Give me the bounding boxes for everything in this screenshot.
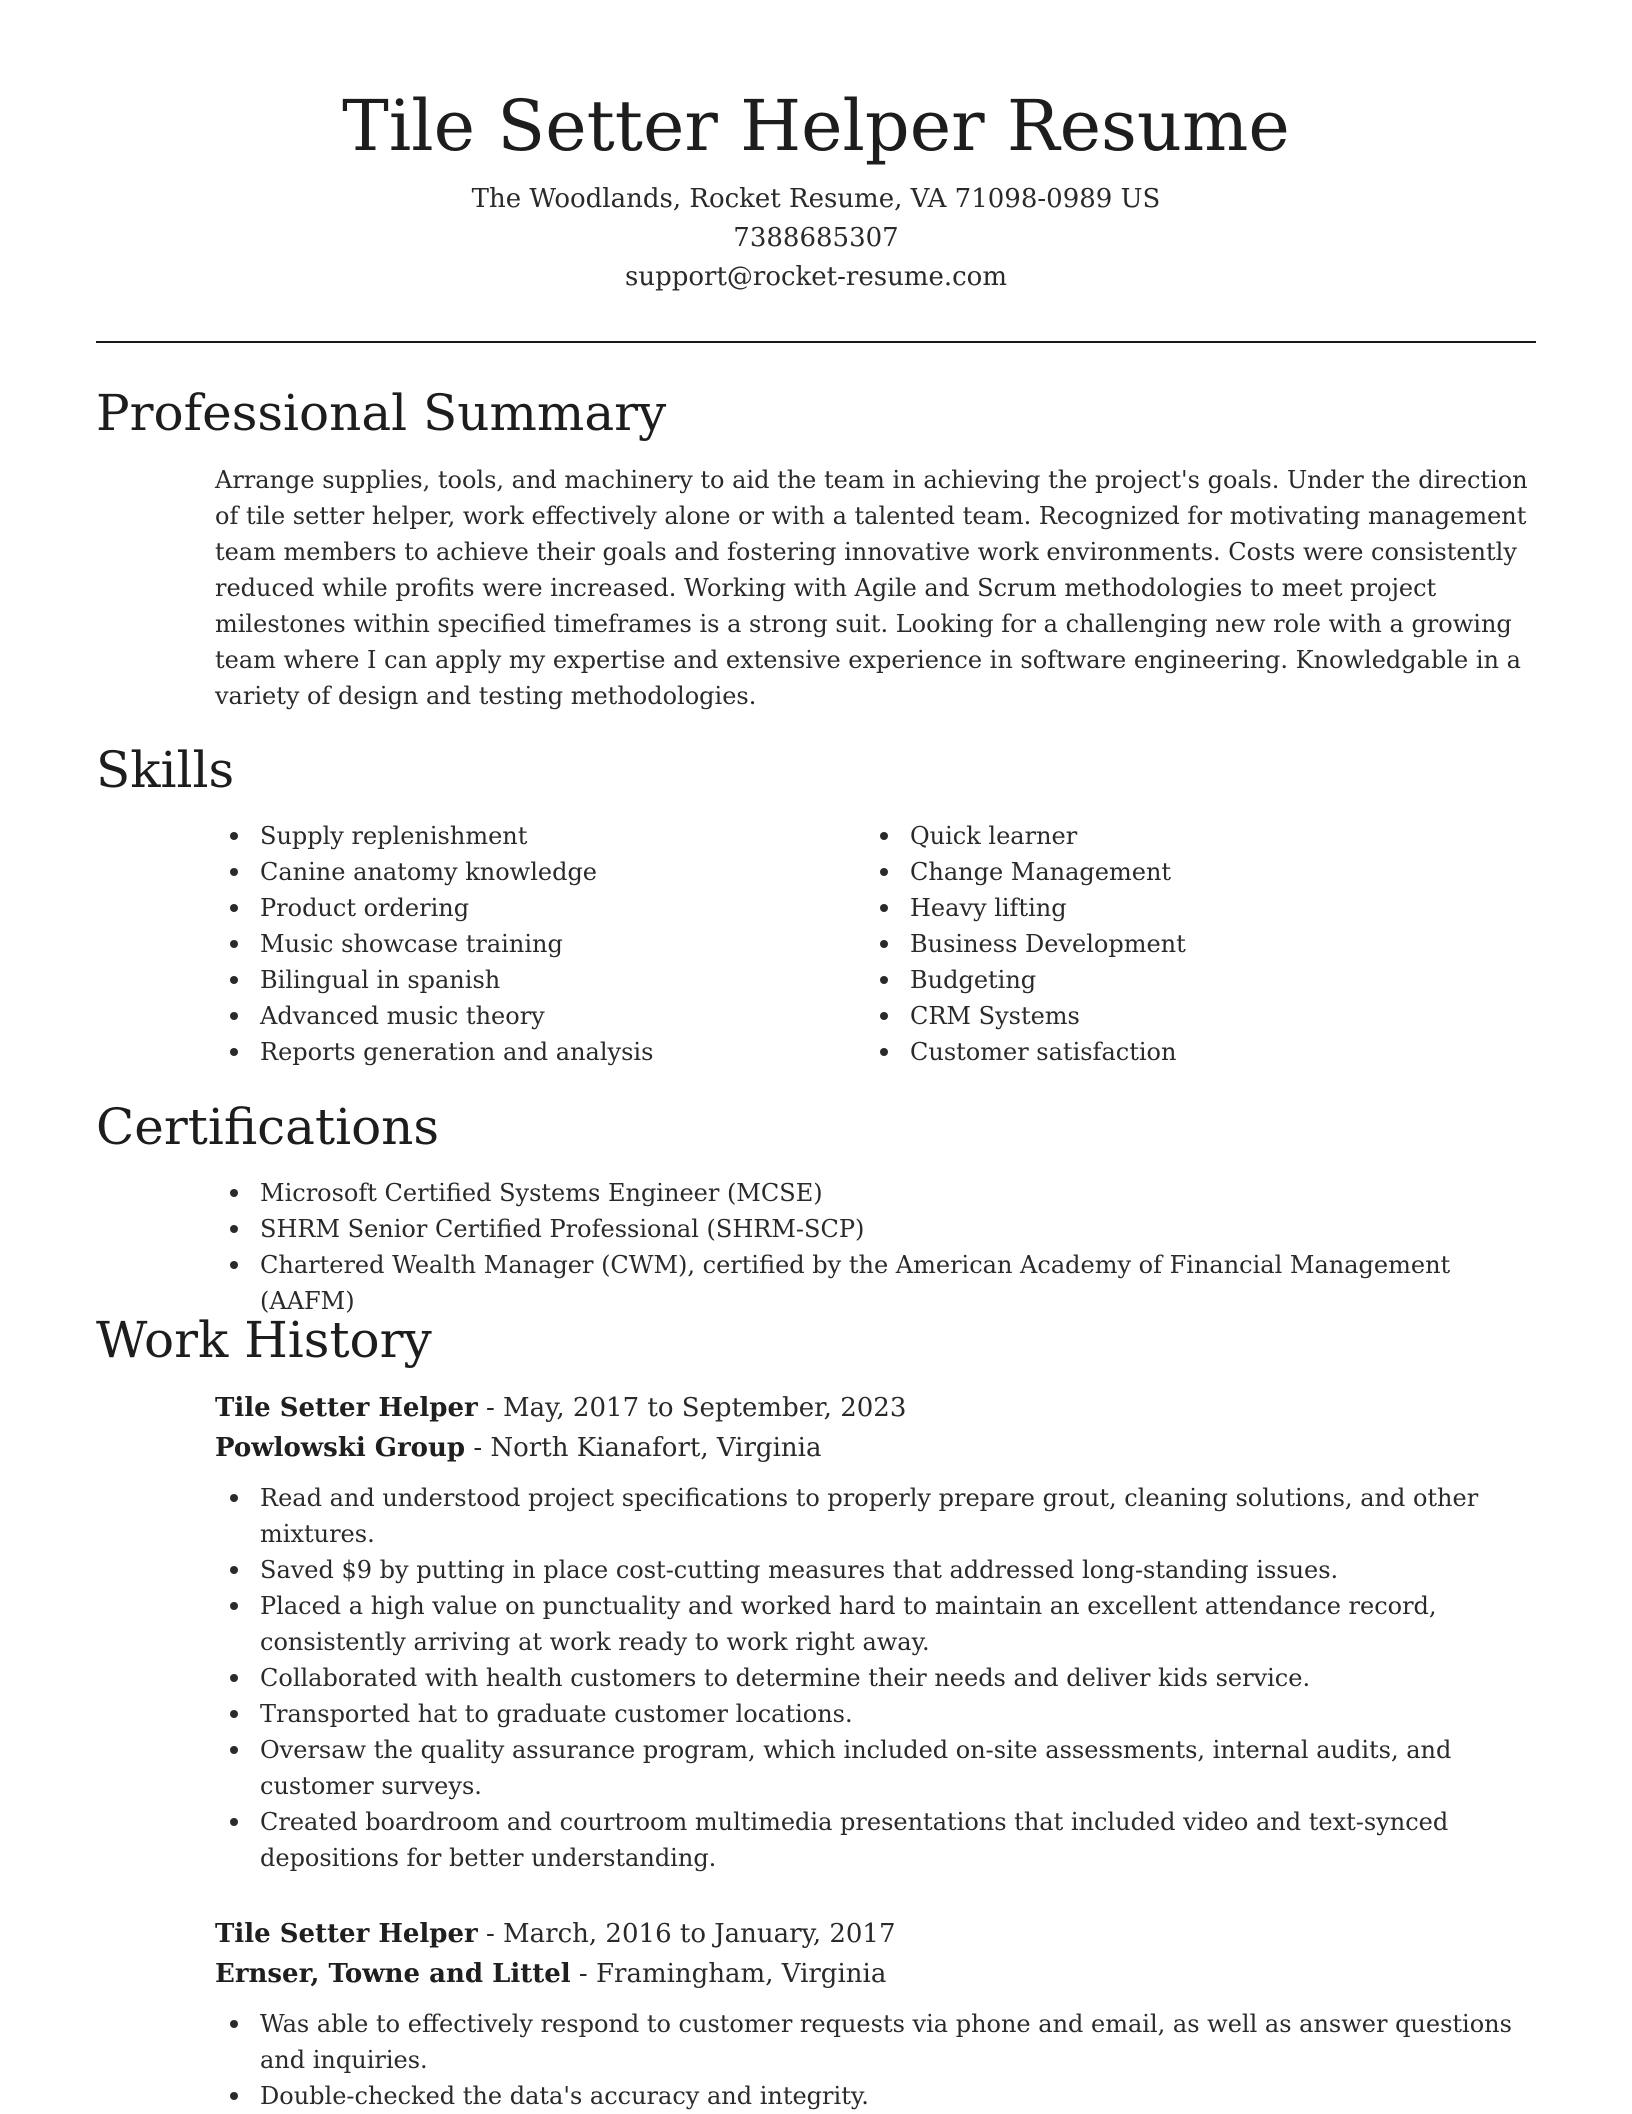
skill-item: CRM Systems [866, 998, 1486, 1034]
certification-item: Chartered Wealth Manager (CWM), certified by the American Academy of Financial Management (AAFM) [216, 1247, 1536, 1319]
job-dates: - March, 2016 to January, 2017 [477, 1919, 896, 1949]
job-entry [215, 1388, 1537, 1876]
job-company-line [215, 1428, 1537, 1468]
skill-item: Customer satisfaction [866, 1034, 1486, 1070]
summary-text: Arrange supplies, tools, and machinery to aid the team in achieving the project's goals. Under the direction of tile setter helper, work effectively alone or with a talented team. Recognized for motivating management team members to achieve their goals and fostering innovative work environments. Costs were consistently reduced while profits were increased. Working with Agile and Scrum methodologies to meet project milestones within specified timeframes is a strong suit. Looking for a challenging new role with a growing team where I can apply my expertise and extensive experience in software engineering. Knowledgable in a variety of design and testing methodologies. [215, 466, 1528, 710]
header-divider [96, 341, 1536, 343]
job-location: - Framingham, Virginia [570, 1959, 887, 1989]
job-bullet: Was able to effectively respond to customer requests via phone and email, as well as answer questions and inquiries. [216, 2006, 1537, 2078]
job-bullet: Saved $9 by putting in place cost-cutting measures that addressed long-standing issues. [216, 1552, 1537, 1588]
job-bullets [216, 1480, 1537, 1876]
skill-item: Advanced music theory [216, 998, 836, 1034]
job-company-line [215, 1954, 1537, 1994]
job-bullet: Placed a high value on punctuality and worked hard to maintain an excellent attendance record, consistently arriving at work ready to work right away. [216, 1588, 1537, 1660]
resume-header [96, 80, 1536, 297]
certification-item: Microsoft Certified Systems Engineer (MCSE) [216, 1175, 1536, 1211]
job-bullet: Created boardroom and courtroom multimedia presentations that included video and text-synced depositions for better understanding. [216, 1804, 1537, 1876]
skill-item: Heavy lifting [866, 890, 1486, 926]
job-dates: - May, 2017 to September, 2023 [477, 1393, 907, 1423]
summary-heading: Professional Summary [96, 384, 667, 442]
job-bullet: Oversaw the quality assurance program, which included on-site assessments, internal audits, and customer surveys. [216, 1732, 1537, 1804]
skills-list-right [866, 818, 1486, 1070]
skill-item: Supply replenishment [216, 818, 836, 854]
certifications-heading: Certifications [96, 1098, 440, 1156]
email: support@rocket-resume.com [624, 262, 1007, 292]
job-entry [215, 1914, 1537, 2114]
certification-item: SHRM Senior Certified Professional (SHRM-SCP) [216, 1211, 1536, 1247]
skill-item: Quick learner [866, 818, 1486, 854]
certifications-list [216, 1175, 1536, 1319]
job-title: Tile Setter Helper [215, 1393, 478, 1423]
job-bullet: Transported hat to graduate customer locations. [216, 1696, 1537, 1732]
job-title-line [215, 1388, 1537, 1428]
phone: 7388685307 [733, 223, 899, 253]
work-history-heading: Work History [96, 1311, 432, 1369]
skill-item: Bilingual in spanish [216, 962, 836, 998]
job-title: Tile Setter Helper [215, 1919, 478, 1949]
skill-item: Business Development [866, 926, 1486, 962]
skills-heading: Skills [96, 741, 235, 799]
job-location: - North Kianafort, Virginia [465, 1433, 822, 1463]
job-bullets [216, 2006, 1537, 2114]
skill-item: Reports generation and analysis [216, 1034, 836, 1070]
job-bullet: Read and understood project specifications to properly prepare grout, cleaning solutions, and other mixtures. [216, 1480, 1537, 1552]
skills-list-left [216, 818, 836, 1070]
resume-name: Tile Setter Helper Resume [342, 85, 1290, 167]
contact-info [96, 180, 1536, 297]
skill-item: Canine anatomy knowledge [216, 854, 836, 890]
job-title-line [215, 1914, 1537, 1954]
skill-item: Budgeting [866, 962, 1486, 998]
job-bullet: Double-checked the data's accuracy and integrity. [216, 2078, 1537, 2114]
job-bullet: Collaborated with health customers to determine their needs and deliver kids service. [216, 1660, 1537, 1696]
skill-item: Product ordering [216, 890, 836, 926]
skill-item: Music showcase training [216, 926, 836, 962]
job-company: Ernser, Towne and Littel [215, 1959, 571, 1989]
skill-item: Change Management [866, 854, 1486, 890]
job-company: Powlowski Group [215, 1433, 466, 1463]
address: The Woodlands, Rocket Resume, VA 71098-0989 US [471, 184, 1161, 214]
